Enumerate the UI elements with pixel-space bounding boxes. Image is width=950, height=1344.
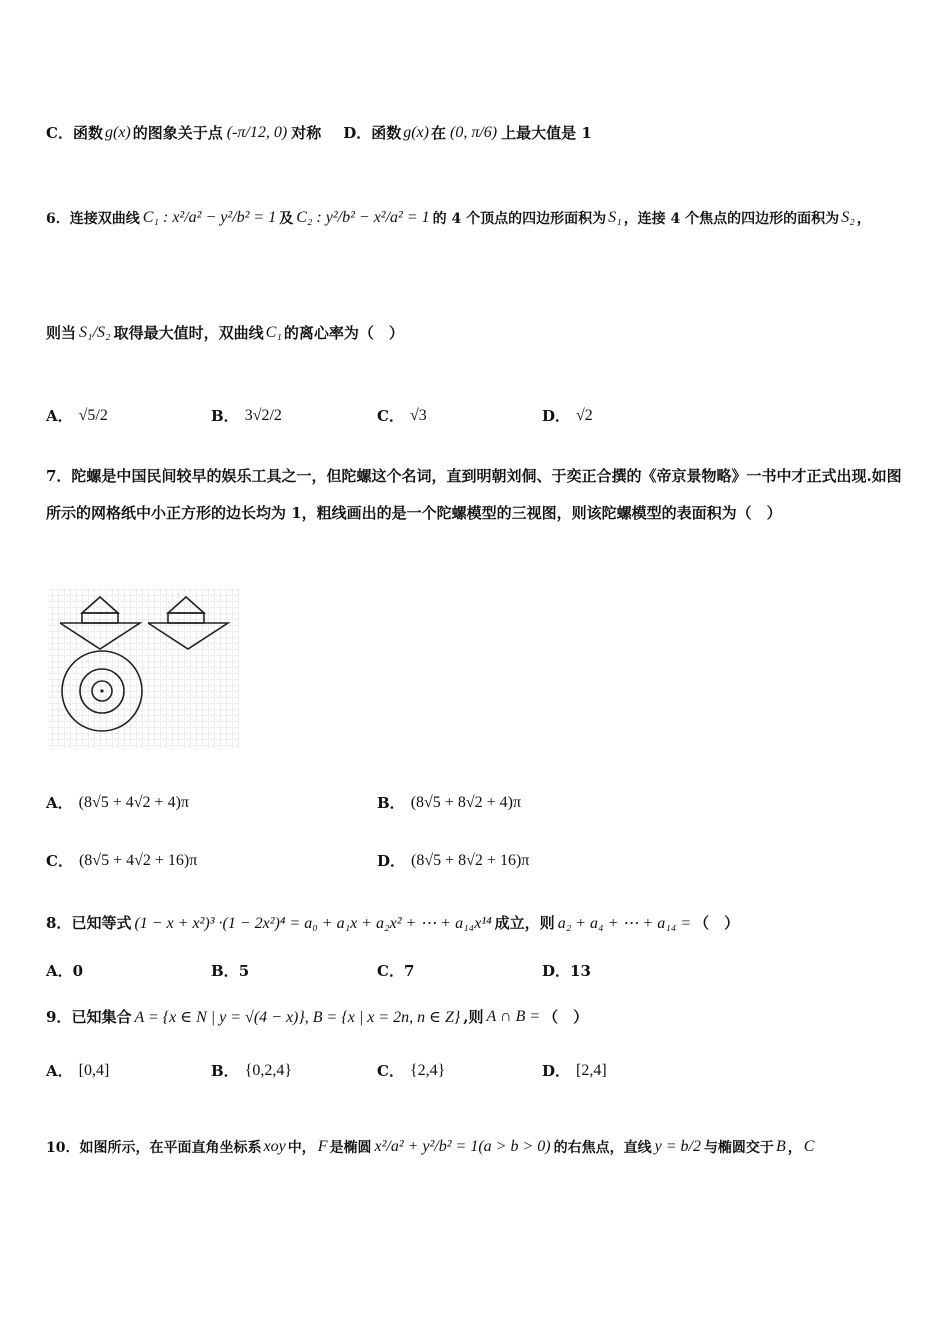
q7-option-a[interactable] [46, 792, 189, 813]
option-label: D． [542, 962, 571, 980]
q8-end: （ ） [694, 914, 740, 932]
option-value: 0 [72, 961, 84, 980]
option-value: 7 [403, 961, 415, 980]
option-label: A． [46, 794, 73, 812]
q10-t4: 与椭圆交于 [703, 1140, 774, 1156]
q6-line2 [46, 322, 404, 343]
q6-line1 [46, 208, 871, 228]
q6-lead: 连接双曲线 [69, 211, 140, 227]
option-d-in: 在 [430, 124, 446, 142]
q8-option-d[interactable] [542, 960, 591, 981]
q6-ratio: S₁/S₂ [79, 323, 111, 341]
q8-line [46, 912, 739, 933]
q10-c: C [803, 1138, 815, 1155]
q6-and: 及 [279, 211, 294, 227]
q10-b: B [775, 1138, 786, 1155]
q9-option-a[interactable] [46, 1060, 109, 1081]
q9-number: 9． [46, 1008, 72, 1026]
option-d-label: D．函数 [343, 124, 402, 142]
option-value: {0,2,4} [244, 1061, 293, 1079]
q10-ellipse: x²/a² + y²/b² = 1(a > b > 0) [374, 1138, 551, 1155]
q9-option-d[interactable] [542, 1060, 607, 1081]
q7-option-b[interactable] [377, 792, 521, 813]
option-label: A． [46, 962, 73, 980]
q6-comma: ， [856, 211, 871, 227]
q9-line [46, 1006, 588, 1027]
option-label: B． [211, 1062, 239, 1080]
option-value: 3√2/2 [244, 406, 282, 424]
q10-line [46, 1137, 814, 1157]
option-value: √3 [409, 406, 427, 424]
q6-text2: ，连接 4 个焦点的四边形的面积为 [623, 211, 840, 227]
q6-c1-equation: C₁ : x²/a² − y²/b² = 1 [142, 209, 277, 226]
option-value: 13 [570, 961, 591, 980]
option-c-text: 的图象关于点 [132, 124, 223, 142]
option-value: √5/2 [78, 406, 108, 424]
q8-equation: (1 − x + x²)³ ·(1 − 2x²)⁴ = a₀ + a₁x + a₂x² + ⋯ + a₁₄x¹⁴ [134, 914, 492, 932]
option-value: √2 [576, 406, 593, 424]
q6-option-b[interactable] [211, 405, 282, 426]
q6-line2-end: 的离心率为（ ） [283, 324, 404, 342]
q8-sum: a₂ + a₄ + ⋯ + a₁₄ = [557, 914, 692, 932]
q9-mid: ,则 [463, 1008, 484, 1026]
q7-text: 7．陀螺是中国民间较早的娱乐工具之一，但陀螺这个名词，直到明朝刘侗、于奕正合撰的《帝京景物略》一书中才正式出现.如图所示的网格纸中小正方形的边长均为 1，粗线画出的是一个陀螺模型的三视图，则该陀螺模型的表面积为（ ） [46, 467, 902, 522]
option-value: (8√5 + 4√2 + 16)π [78, 851, 198, 869]
q10-t5: ， [787, 1140, 802, 1156]
option-value: [0,4] [78, 1061, 110, 1079]
q6-c1-short: C₁ [265, 323, 282, 341]
q8-mid: 成立，则 [494, 914, 555, 932]
option-c-func: g(x) [104, 123, 131, 141]
q6-number: 6． [46, 211, 70, 227]
option-label: D． [542, 1062, 571, 1080]
option-d-func: g(x) [403, 123, 429, 141]
q10-f: F [317, 1138, 328, 1155]
q10-line-eq: y = b/2 [654, 1138, 701, 1155]
option-value: [2,4] [576, 1061, 607, 1079]
spinning-top-three-view-figure [46, 583, 242, 755]
option-label: C． [46, 852, 73, 870]
q10-xoy: xoy [263, 1138, 286, 1155]
q6-option-a[interactable] [46, 405, 108, 426]
option-label: B． [211, 407, 239, 425]
q10-number: 10． [46, 1140, 80, 1156]
option-value: (8√5 + 8√2 + 16)π [411, 851, 530, 869]
q6-text1: 的 4 个顶点的四边形面积为 [432, 211, 607, 227]
option-value: (8√5 + 4√2 + 4)π [78, 793, 189, 811]
q9-end: （ ） [543, 1008, 589, 1026]
option-c-end: 对称 [291, 124, 322, 142]
option-label: D． [377, 852, 406, 870]
q7-option-c[interactable] [46, 850, 197, 871]
option-label: A． [46, 1062, 73, 1080]
q6-line2-start: 则当 [46, 324, 77, 342]
q6-line2-mid: 取得最大值时，双曲线 [113, 324, 264, 342]
q9-expr: A ∩ B = [486, 1007, 541, 1025]
q9-lead: 已知集合 [71, 1008, 132, 1026]
q10-t1: 中， [287, 1140, 316, 1156]
q9-sets: A = {x ∈ N | y = √(4 − x)}, B = {x | x = 2n, n ∈ Z} [134, 1008, 461, 1026]
option-label: D． [542, 407, 571, 425]
q8-option-b[interactable] [211, 960, 249, 981]
option-c-label: C．函数 [46, 124, 103, 142]
q8-option-c[interactable] [377, 960, 414, 981]
option-label: B． [377, 794, 405, 812]
option-value: {2,4} [409, 1061, 446, 1079]
q5-options-cd [46, 122, 592, 143]
option-label: C． [377, 962, 404, 980]
q6-s1: S₁ [608, 209, 622, 226]
option-value: (8√5 + 8√2 + 4)π [410, 793, 522, 811]
option-c-point: (-π/12, 0) [226, 123, 288, 141]
q8-option-a[interactable] [46, 960, 83, 981]
option-d-end: 上最大值是 1 [501, 124, 592, 142]
option-label: A． [46, 407, 73, 425]
q9-option-c[interactable] [377, 1060, 445, 1081]
option-label: C． [377, 1062, 404, 1080]
q6-c2-equation: C₂ : y²/b² − x²/a² = 1 [296, 209, 430, 226]
q7-option-d[interactable] [377, 850, 529, 871]
q10-t3: 的右焦点，直线 [553, 1140, 652, 1156]
q6-option-d[interactable] [542, 405, 593, 426]
option-label: C． [377, 407, 404, 425]
q6-option-c[interactable] [377, 405, 427, 426]
option-label: B． [211, 962, 239, 980]
q6-s2: S₂ [841, 209, 855, 226]
option-value: 5 [238, 961, 250, 980]
q10-lead: 如图所示，在平面直角坐标系 [79, 1140, 262, 1156]
q8-lead: 已知等式 [71, 914, 132, 932]
q10-t2: 是椭圆 [329, 1140, 372, 1156]
q9-option-b[interactable] [211, 1060, 292, 1081]
option-d-interval: (0, π/6) [450, 123, 498, 141]
q8-number: 8． [46, 914, 72, 932]
